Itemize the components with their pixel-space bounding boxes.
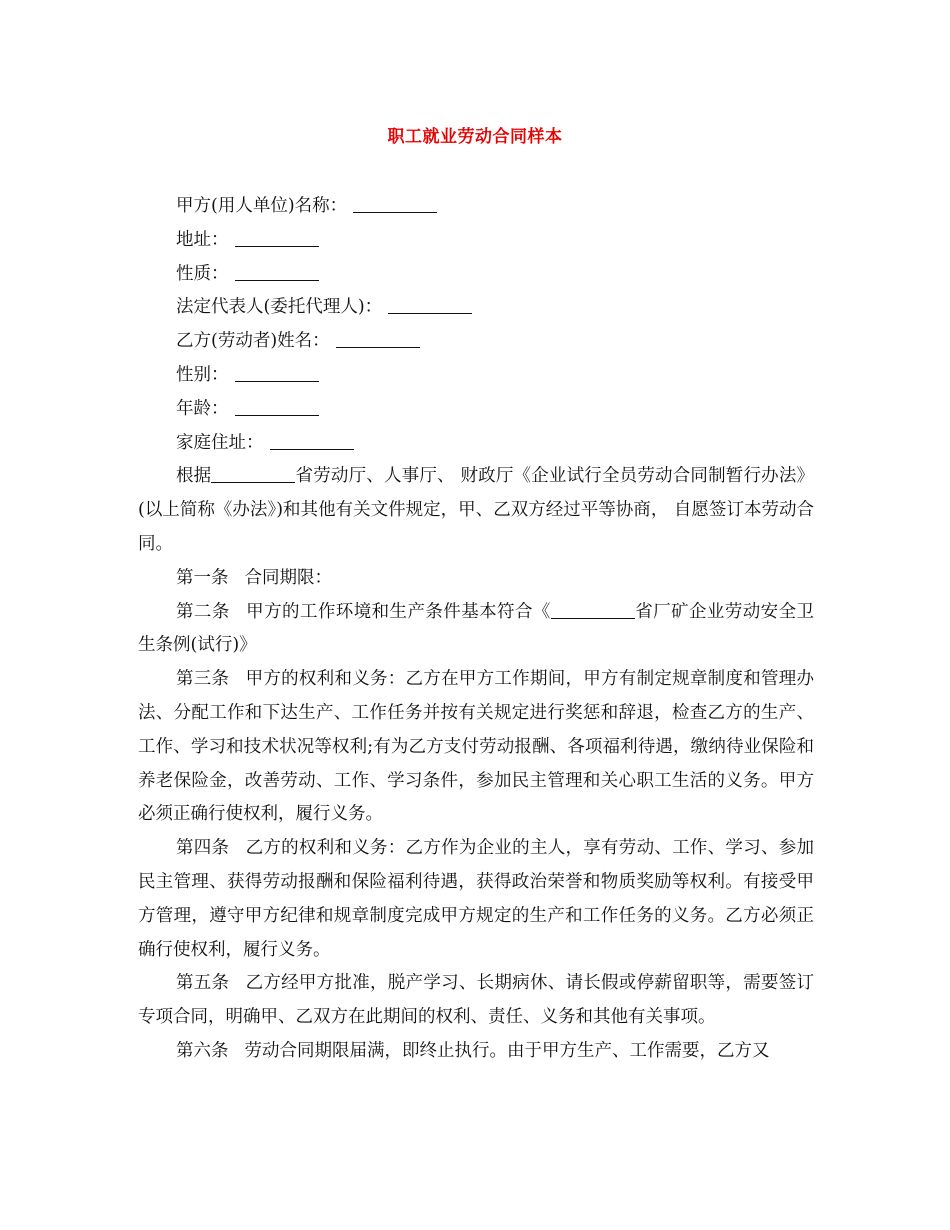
- article-text: 乙方的权利和义务：乙方作为企业的主人，享有劳动、工作、学习、参加民主管理、获得劳动报酬和保险福利待遇，获得政治荣誉和物质奖励等权利。有接受甲方管理，遵守甲方纪律和规章制度完成甲方规定的生产和工作任务的义务。乙方必须正确行使权利，履行义务。: [138, 838, 815, 960]
- article-5: [138, 967, 814, 1035]
- field-address: [138, 224, 814, 258]
- field-label: 地址：: [176, 229, 229, 250]
- contract-body: [138, 190, 814, 1069]
- blank-line: [235, 226, 319, 247]
- document-title: 职工就业劳动合同样本: [387, 127, 563, 147]
- article-number: 第六条: [176, 1040, 229, 1061]
- blank-line: [235, 361, 319, 382]
- field-label: 家庭住址：: [176, 432, 264, 453]
- blank-line: [211, 462, 295, 483]
- article-number: 第四条: [176, 838, 230, 859]
- article-number: 第二条: [176, 601, 230, 622]
- article-text-before: 甲方的工作环境和生产条件基本符合《: [245, 601, 551, 622]
- article-3: [138, 663, 814, 832]
- article-4: [138, 832, 814, 967]
- article-text-after: 省厂矿企业劳动安全卫生条例(试行)》: [138, 601, 815, 656]
- article-6: [138, 1035, 814, 1069]
- blank-line: [235, 395, 319, 416]
- article-number: 第五条: [176, 973, 230, 994]
- blank-line: [235, 260, 319, 281]
- blank-line: [270, 429, 354, 450]
- field-label: 乙方(劳动者)姓名：: [176, 331, 330, 352]
- article-number: 第三条: [176, 669, 230, 690]
- field-label: 性质：: [176, 263, 229, 284]
- article-text: 合同期限：: [244, 567, 332, 588]
- field-home-address: [138, 427, 814, 461]
- article-text: 乙方经甲方批准，脱产学习、长期病休、请长假或停薪留职等，需要签订专项合同，明确甲、乙双方在此期间的权利、责任、义务和其他有关事项。: [138, 973, 815, 1028]
- field-age: [138, 393, 814, 427]
- article-2: [138, 596, 814, 664]
- blank-line: [388, 293, 472, 314]
- field-label: 法定代表人(委托代理人)：: [176, 297, 383, 318]
- field-label: 年龄：: [176, 398, 229, 419]
- intro-text-after: 省劳动厅、人事厅、 财政厅《企业试行全员劳动合同制暂行办法》(以上简称《办法》)和其他有关文件规定，甲、乙双方经过平等协商， 自愿签订本劳动合同。: [138, 466, 815, 554]
- field-label: 性别：: [176, 364, 229, 385]
- blank-line: [336, 327, 420, 348]
- field-legal-representative: [138, 291, 814, 325]
- article-text: 劳动合同期限届满，即终止执行。由于甲方生产、工作需要，乙方又: [244, 1040, 770, 1061]
- intro-text-before: 根据: [176, 466, 212, 487]
- intro-paragraph: [138, 460, 814, 561]
- blank-line: [353, 192, 437, 213]
- field-gender: [138, 359, 814, 393]
- field-party-b-name: [138, 325, 814, 359]
- article-text: 甲方的权利和义务：乙方在甲方工作期间，甲方有制定规章制度和管理办法、分配工作和下达生产、工作任务并按有关规定进行奖惩和辞退，检查乙方的生产、工作、学习和技术状况等权利;有为乙方支付劳动报酬、各项福利待遇，缴纳待业保险和养老保险金，改善劳动、工作、学习条件，参加民主管理和关心职工生活的义务。甲方必须正确行使权利，履行义务。: [138, 669, 815, 825]
- field-label: 甲方(用人单位)名称：: [176, 196, 348, 216]
- field-party-a-name: [138, 190, 814, 224]
- field-nature: [138, 258, 814, 292]
- article-number: 第一条: [176, 567, 229, 588]
- article-1: [138, 562, 814, 596]
- blank-line: [551, 598, 635, 619]
